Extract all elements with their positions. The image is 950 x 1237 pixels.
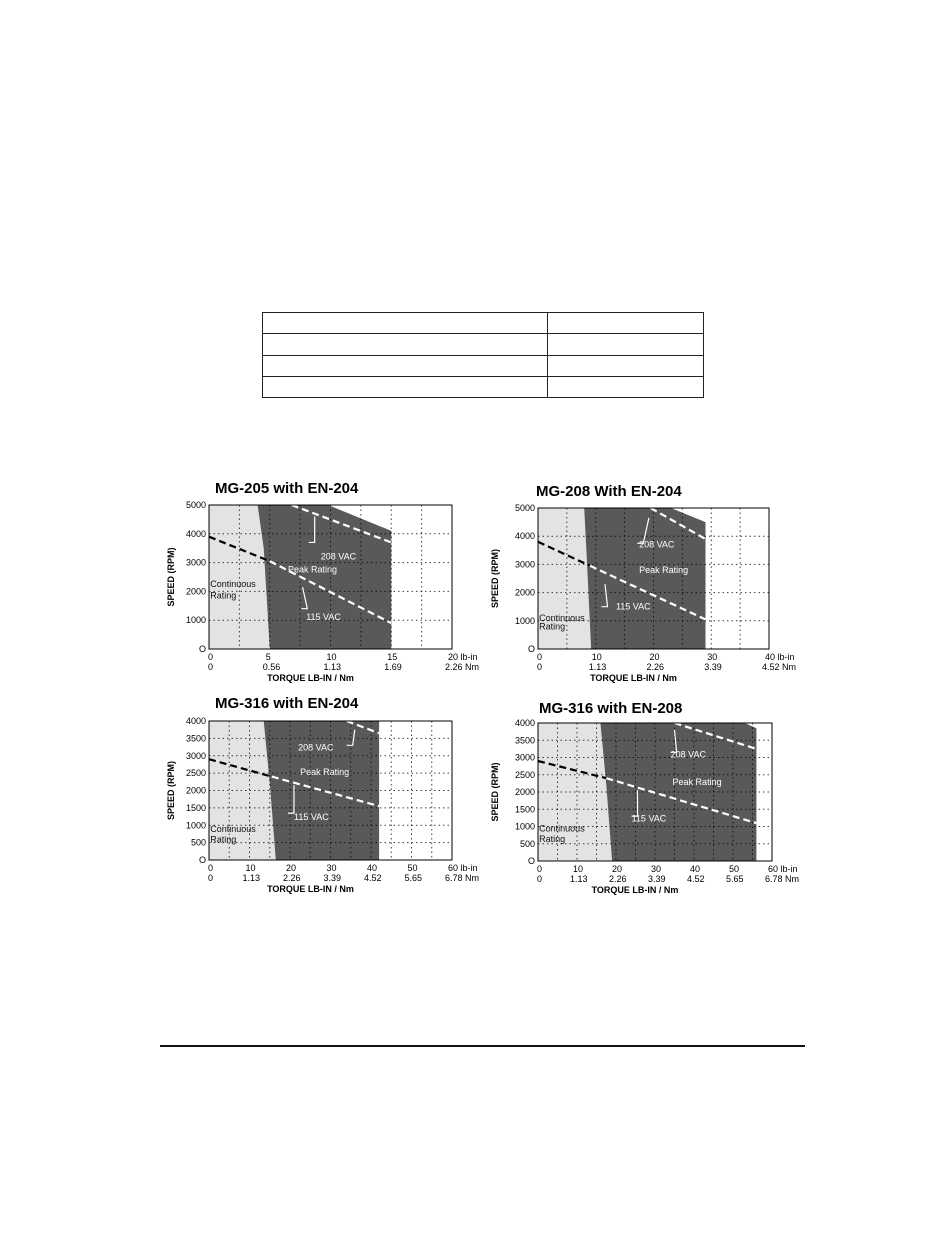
annotation-label: Continuous xyxy=(210,579,256,590)
table-row xyxy=(263,313,704,334)
table-cell xyxy=(548,334,704,355)
y-tick-label: 1500 xyxy=(185,802,206,813)
y-tick-label: 3000 xyxy=(514,559,535,570)
annotation-label: 115 VAC xyxy=(631,813,667,824)
y-tick-label: 3000 xyxy=(514,752,535,763)
x-tick-label: 10 xyxy=(591,652,602,662)
x-tick-label-nm: 0.56 xyxy=(262,662,281,672)
y-tick-label: 1000 xyxy=(185,820,206,831)
table-cell xyxy=(263,313,548,334)
annotation-label: Rating xyxy=(539,834,566,845)
y-tick-label: 2500 xyxy=(514,769,535,780)
annotation-label: Peak Rating xyxy=(639,564,689,575)
x-tick-label: 60 lb-in xyxy=(448,863,478,873)
x-tick-label-nm: 3.39 xyxy=(648,874,666,884)
chart-mg316-en204 xyxy=(160,690,490,905)
y-tick-label: 500 xyxy=(519,838,535,849)
footer-rule xyxy=(160,1045,805,1047)
y-tick-label: 4000 xyxy=(185,716,206,726)
y-tick-label: 5000 xyxy=(514,503,535,513)
y-tick-label: 3000 xyxy=(185,557,206,568)
x-tick-label: 10 xyxy=(326,652,337,662)
x-axis-title: TORQUE LB-IN / Nm xyxy=(591,885,679,895)
x-tick-label-nm: 6.78 Nm xyxy=(765,874,800,884)
x-tick-label-nm: 1.13 xyxy=(588,662,607,672)
table-row xyxy=(263,376,704,397)
x-tick-label: 40 lb-in xyxy=(765,652,795,662)
annotation-label: Rating xyxy=(210,590,237,601)
table-row xyxy=(263,355,704,376)
x-tick-label-nm: 4.52 xyxy=(687,874,705,884)
peak-region xyxy=(584,508,705,649)
y-axis-title: SPEED (RPM) xyxy=(166,547,176,607)
chart-title: MG-316 with EN-208 xyxy=(539,700,683,717)
x-tick-label-nm: 1.13 xyxy=(242,873,261,883)
y-tick-label: 2000 xyxy=(185,785,206,796)
x-tick-label-nm: 4.52 Nm xyxy=(762,662,797,672)
y-tick-label: 4000 xyxy=(185,528,206,539)
annotation-label: 115 VAC xyxy=(306,612,341,623)
annotation-label: Peak Rating xyxy=(672,777,722,788)
x-tick-label: 40 xyxy=(690,864,701,874)
annotation-label: Peak Rating xyxy=(300,766,350,777)
table-cell xyxy=(263,355,548,376)
annotation-label: 208 VAC xyxy=(670,749,706,760)
x-tick-label-nm: 2.26 Nm xyxy=(445,662,480,672)
table-row xyxy=(263,334,704,355)
annotation-label: Continuous xyxy=(539,612,585,623)
x-tick-label: 20 xyxy=(286,863,297,873)
annotation-label: Rating xyxy=(539,621,566,632)
y-tick-label: 2000 xyxy=(185,586,206,597)
y-axis-title: SPEED (RPM) xyxy=(490,548,500,609)
x-tick-label: 50 xyxy=(407,863,418,873)
x-tick-label-nm: 1.13 xyxy=(570,874,588,884)
annotation-label: Continuous xyxy=(539,823,585,834)
annotation-label: Continuous xyxy=(210,824,256,835)
x-tick-label-nm: 0 xyxy=(208,873,214,883)
y-tick-label: 3500 xyxy=(185,733,206,744)
chart-title: MG-316 with EN-204 xyxy=(215,695,359,712)
y-tick-label: 2500 xyxy=(185,768,206,779)
x-tick-label-nm: 5.65 xyxy=(404,873,423,883)
x-tick-label-nm: 0 xyxy=(537,662,543,672)
x-tick-label: 0 xyxy=(537,864,543,874)
peak-region xyxy=(258,505,392,649)
x-tick-label: 60 lb-in xyxy=(768,864,798,874)
x-tick-label: 10 xyxy=(573,864,584,874)
y-tick-label: 1000 xyxy=(514,821,535,832)
x-tick-label-nm: 2.26 xyxy=(646,662,665,672)
y-axis-title: SPEED (RPM) xyxy=(490,762,500,822)
table-cell xyxy=(263,376,548,397)
chart-mg208-en204 xyxy=(484,478,814,698)
x-tick-label-nm: 1.13 xyxy=(323,662,342,672)
x-tick-label: 10 xyxy=(245,863,256,873)
x-tick-label-nm: 1.69 xyxy=(384,662,402,672)
x-tick-label-nm: 6.78 Nm xyxy=(445,873,480,883)
table-cell xyxy=(548,313,704,334)
table-cell xyxy=(548,355,704,376)
x-tick-label: 20 xyxy=(649,652,660,662)
annotation-label: 208 VAC xyxy=(298,742,334,753)
y-tick-label: O xyxy=(198,644,206,654)
x-tick-label: 0 xyxy=(537,652,543,662)
chart-mg205-en204 xyxy=(160,475,490,695)
x-tick-label-nm: 3.39 xyxy=(323,873,342,883)
x-tick-label: 30 xyxy=(326,863,337,873)
x-tick-label: 0 xyxy=(208,652,214,662)
x-tick-label: 15 xyxy=(387,652,398,662)
y-tick-label: 4000 xyxy=(514,531,535,542)
annotation-label: 115 VAC xyxy=(615,601,651,612)
x-axis-title: TORQUE LB-IN / Nm xyxy=(590,673,677,683)
y-axis-title: SPEED (RPM) xyxy=(166,760,176,821)
x-tick-label-nm: 2.26 xyxy=(609,874,627,884)
y-tick-label: 3000 xyxy=(185,750,206,761)
y-tick-label: 1000 xyxy=(185,615,206,626)
x-tick-label: 50 xyxy=(729,864,740,874)
x-tick-label: 30 xyxy=(651,864,662,874)
x-tick-label: 30 xyxy=(707,652,718,662)
chart-mg316-en208 xyxy=(484,695,814,910)
x-tick-label-nm: 5.65 xyxy=(726,874,744,884)
annotation-label: Peak Rating xyxy=(287,564,338,575)
y-tick-label: O xyxy=(527,644,535,654)
table-cell xyxy=(548,376,704,397)
y-tick-label: 2000 xyxy=(514,587,535,598)
y-tick-label: 1000 xyxy=(514,615,535,626)
x-tick-label: 5 xyxy=(265,652,271,662)
y-tick-label: O xyxy=(527,856,535,866)
y-tick-label: 500 xyxy=(190,837,206,848)
x-tick-label-nm: 0 xyxy=(208,662,214,672)
table-cell xyxy=(263,334,548,355)
x-axis-title: TORQUE LB-IN / Nm xyxy=(267,673,354,683)
annotation-label: 208 VAC xyxy=(639,539,675,550)
x-tick-label-nm: 0 xyxy=(537,874,543,884)
annotation-label: 208 VAC xyxy=(320,551,357,562)
x-tick-label: 20 lb-in xyxy=(448,652,478,662)
x-tick-label: 40 xyxy=(367,863,378,873)
y-tick-label: 5000 xyxy=(185,500,206,510)
x-tick-label: 20 xyxy=(612,864,623,874)
x-tick-label-nm: 2.26 xyxy=(283,873,301,883)
annotation-label: 115 VAC xyxy=(294,812,329,823)
y-tick-label: 3500 xyxy=(514,735,535,746)
x-tick-label-nm: 3.39 xyxy=(704,662,722,672)
chart-title: MG-205 with EN-204 xyxy=(215,480,359,497)
chart-title: MG-208 With EN-204 xyxy=(536,483,682,500)
spec-table xyxy=(262,312,704,398)
y-tick-label: 1500 xyxy=(514,804,535,815)
y-tick-label: O xyxy=(198,855,206,865)
y-tick-label: 2000 xyxy=(514,787,535,797)
x-tick-label: 0 xyxy=(208,863,214,873)
x-axis-title: TORQUE LB-IN / Nm xyxy=(267,884,354,894)
y-tick-label: 4000 xyxy=(514,718,535,728)
x-tick-label-nm: 4.52 xyxy=(364,873,382,883)
annotation-label: Rating xyxy=(210,834,237,845)
